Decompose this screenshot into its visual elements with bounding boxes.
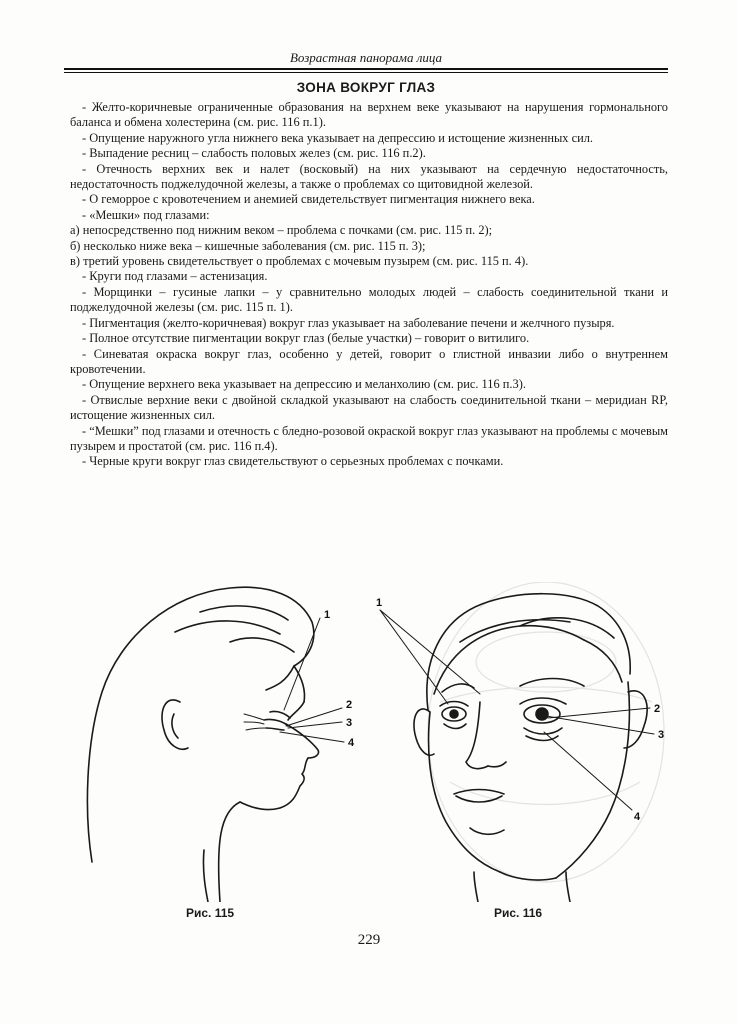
face-outline xyxy=(429,712,500,872)
head-outline xyxy=(87,587,313,862)
figure-116-caption: Рис. 116 xyxy=(494,906,543,920)
fig116-label-2: 2 xyxy=(654,703,661,715)
header-rule xyxy=(64,68,668,70)
paragraph: - Пигментация (желто-коричневая) вокруг глаз указывает на заболевание печени и желчного пузыря. xyxy=(82,315,615,330)
paragraph: - Отечность верхних век и налет (восковый) на них указывают на сердечную недостаточность, недостаточность поджелудочной железы, а также о проблемах со щитовидной железой. xyxy=(70,161,668,192)
fig115-label-3: 3 xyxy=(346,717,353,729)
mouth xyxy=(454,790,504,795)
paragraph: в) третий уровень свидетельствует о проблемах с мочевым пузырем (см. рис. 115 п. 4). xyxy=(70,254,529,269)
figure-116 xyxy=(370,582,680,902)
paragraph: - Опущение верхнего века указывает на депрессию и меланхолию (см. рис. 116 п.3). xyxy=(82,377,526,392)
hair xyxy=(427,594,630,710)
paragraph: - Желто-коричневые ограниченные образования на верхнем веке указывают на нарушения гормонального баланса и обмена холестерина (см. рис. 116 п.1). xyxy=(70,100,668,130)
section-title: ЗОНА ВОКРУГ ГЛАЗ xyxy=(296,80,436,95)
header-rule-thin xyxy=(64,72,668,73)
paragraph: - Синеватая окраска вокруг глаз, особенно у детей, говорит о глистной инвазии либо о внутреннем кровотечении. xyxy=(70,346,668,376)
paragraph: - «Мешки» под глазами: xyxy=(82,207,210,222)
nose xyxy=(286,724,319,758)
fig116-label-3: 3 xyxy=(658,729,665,741)
running-header: Возрастная панорама лица xyxy=(289,50,443,65)
page-number: 229 xyxy=(357,932,381,948)
paragraph: а) непосредственно под нижним веком – проблема с почками (см. рис. 115 п. 2); xyxy=(70,223,493,238)
paragraph: - Отвислые верхние веки с двойной складкой указывают на слабость соединительной ткани – меридиан RP, истощение жизненных сил. xyxy=(70,392,668,423)
nose xyxy=(466,702,488,769)
fig116-label-4: 4 xyxy=(634,811,641,823)
figure-115-caption: Рис. 115 xyxy=(186,906,235,920)
paragraph: - Морщинки – гусиные лапки – у сравнительно молодых людей – слабость соединительной ткани и поджелудочной железы (см. рис. 115 п. 1). xyxy=(70,284,668,315)
paragraph: - Полное отсутствие пигментации вокруг глаз (белые участки) – говорит о витилиго. xyxy=(82,331,530,346)
figure-115 xyxy=(80,582,370,902)
fig115-label-1: 1 xyxy=(324,609,331,621)
fig115-label-4: 4 xyxy=(348,737,355,749)
paragraph: - О геморрое с кровотечением и анемией свидетельствует пигментация нижнего века. xyxy=(82,192,535,207)
paragraph: - Выпадение ресниц – слабость половых желез (см. рис. 116 п.2). xyxy=(82,146,426,161)
paragraph: - “Мешки” под глазами и отечность с бледно-розовой окраской вокруг глаз указывают на проблемы с мочевым пузырем и простатой (см. рис. 116 п.4). xyxy=(70,423,668,453)
paragraph: - Опущение наружного угла нижнего века указывает на депрессию и истощение жизненных сил. xyxy=(82,130,594,145)
fig115-label-2: 2 xyxy=(346,699,353,711)
body-text xyxy=(70,100,668,470)
paragraph: б) несколько ниже века – кишечные заболевания (см. рис. 115 п. 3); xyxy=(70,238,426,253)
fig116-label-1: 1 xyxy=(376,597,383,609)
paragraph: - Черные круги вокруг глаз свидетельствуют о серьезных проблемах с почками. xyxy=(82,454,504,469)
paragraph: - Круги под глазами – астенизация. xyxy=(82,269,268,284)
ear xyxy=(162,700,188,749)
